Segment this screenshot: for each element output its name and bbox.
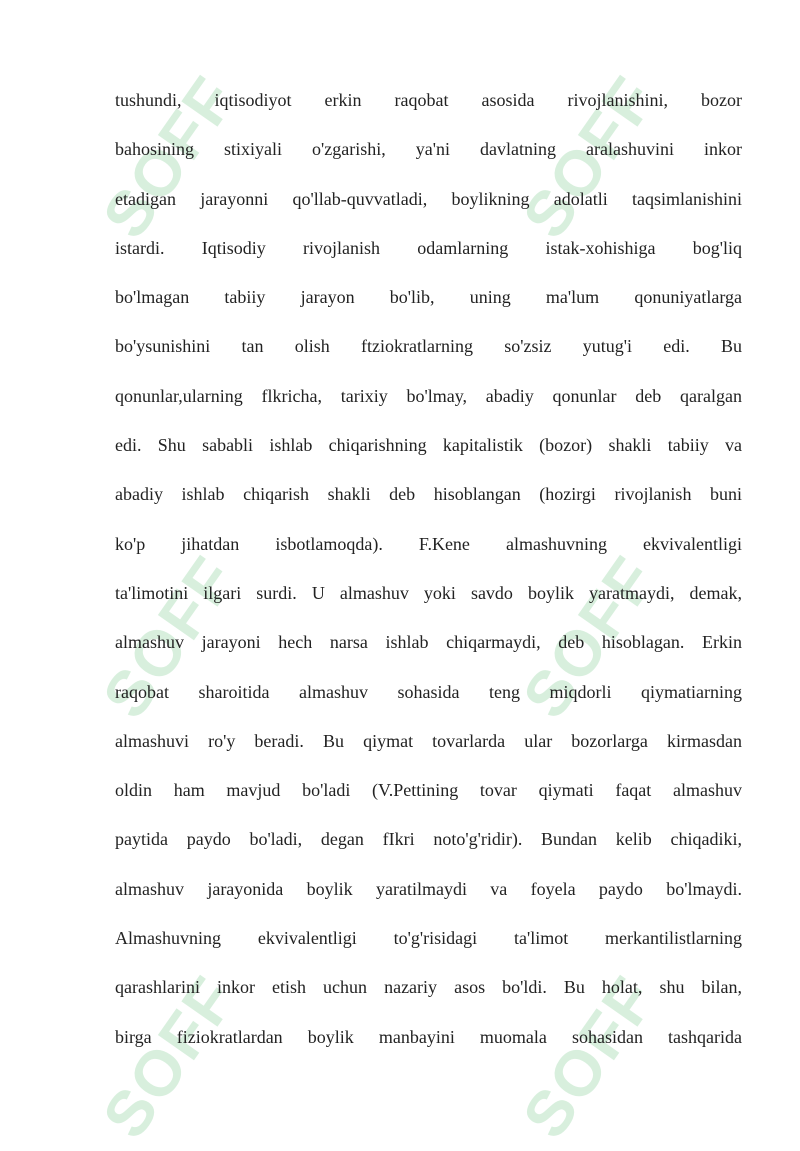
text-line: bahosining stixiyali o'zgarishi, ya'ni davlatning aralashuvini inkor — [115, 139, 742, 160]
text-line: Almashuvning ekvivalentligi to'g'risidagi ta'limot merkantilistlarning — [115, 928, 742, 949]
text-line: almashuv jarayoni hech narsa ishlab chiqarmaydi, deb hisoblagan. Erkin — [115, 632, 742, 653]
watermark-logo: SOFF — [88, 963, 251, 1151]
text-line: edi. Shu sababli ishlab chiqarishning kapitalistik (bozor) shakli tabiiy va — [115, 435, 742, 456]
text-line: paytida paydo bo'ladi, degan fIkri noto'g'ridir). Bundan kelib chiqadiki, — [115, 829, 742, 850]
text-line: almashuvi ro'y beradi. Bu qiymat tovarlarda ular bozorlarga kirmasdan — [115, 730, 742, 751]
text-line: etadigan jarayonni qo'llab-quvvatladi, boylikning adolatli taqsimlanishini — [115, 188, 742, 209]
text-line: ko'p jihatdan isbotlamoqda). F.Kene almashuvning ekvivalentligi — [115, 533, 742, 554]
text-line: raqobat sharoitida almashuv sohasida teng miqdorli qiymatiarning — [115, 681, 742, 702]
text-line: ta'limotini ilgari surdi. U almashuv yoki savdo boylik yaratmaydi, demak, — [115, 582, 742, 603]
watermark-logo: SOFF — [508, 963, 671, 1151]
text-line: oldin ham mavjud bo'ladi (V.Pettining tovar qiymati faqat almashuv — [115, 780, 742, 801]
text-line: almashuv jarayonida boylik yaratilmaydi va foyela paydo bo'lmaydi. — [115, 878, 742, 899]
watermark-logo: SOFF — [88, 63, 251, 251]
text-line: qarashlarini inkor etish uchun nazariy asos bo'ldi. Bu holat, shu bilan, — [115, 977, 742, 998]
text-line: qonunlar,ularning flkricha, tarixiy bo'lmay, abadiy qonunlar deb qaralgan — [115, 385, 742, 406]
text-line: bo'lmagan tabiiy jarayon bo'lib, uning ma'lum qonuniyatlarga — [115, 287, 742, 308]
text-line: abadiy ishlab chiqarish shakli deb hisoblangan (hozirgi rivojlanish buni — [115, 484, 742, 505]
text-line: bo'ysunishini tan olish ftziokratlarning so'zsiz yutug'i edi. Bu — [115, 336, 742, 357]
watermark-logo: SOFF — [508, 63, 671, 251]
watermark-logo: SOFF — [88, 543, 251, 731]
text-line: istardi. Iqtisodiy rivojlanish odamlarning istak-xohishiga bog'liq — [115, 237, 742, 258]
watermark-logo: SOFF — [508, 543, 671, 731]
document-body — [115, 76, 742, 1062]
text-line: tushundi, iqtisodiyot erkin raqobat asosida rivojlanishini, bozor — [115, 90, 742, 110]
text-line: birga fiziokratlardan boylik manbayini muomala sohasidan tashqarida — [115, 1026, 742, 1047]
